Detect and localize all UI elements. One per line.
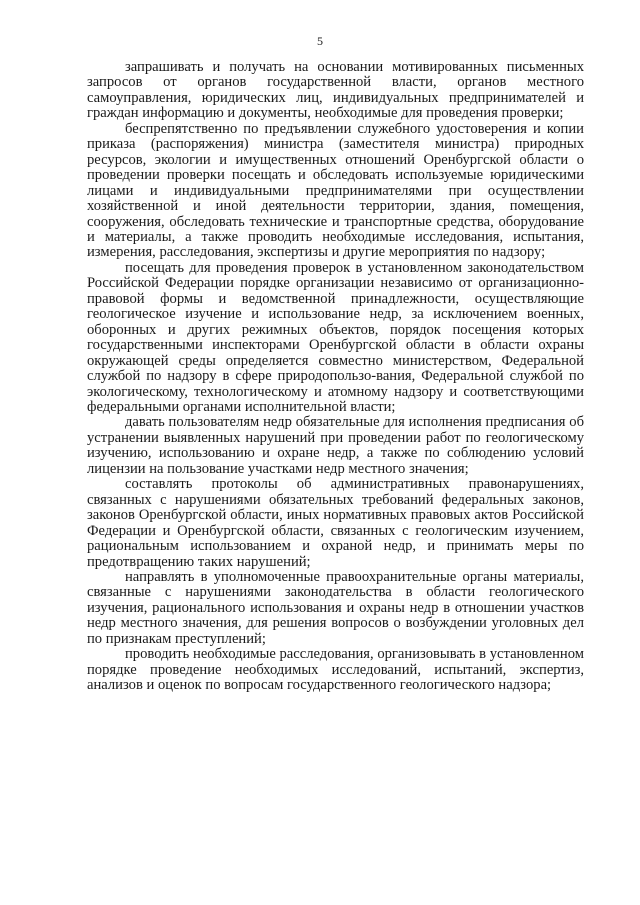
paragraph-inspect-premises: беспрепятственно по предъявлении служебного удостоверения и копии приказа (распоряжения) министра (заместителя министра) природных ресурсов, экологии и имущественных отношений Оренбургской области о проведении проверки посещать и обследовать используемые юридическими лицами и индивидуальными предпринимателями при осуществлении хозяйственной и иной деятельности территории, здания, помещения, сооружения, обследовать технические и транспортные средства, оборудование и материалы, а также проводить необходимые исследования, испытания, измерения, расследования, экспертизы и другие мероприятия по надзору; [87,120,584,261]
paragraph-visit-organizations: посещать для проведения проверок в установленном законодательством Российской Федерации порядке организации независимо от организационно-правовой формы и ведомственной принадлежности, осуществляющие геологическое изучение и использование недр, за исключением военных, оборонных и других режимных объектов, порядок посещения которых государственными инспекторами Оренбургской области в области охраны окружающей среды определяется совместно министерством, Федеральной службой по надзору в сфере природопользо-вания, Федеральной службой по экологическому, технологическому и атомному надзору и соответствующими федеральными органами исполнительной власти; [87,259,584,415]
paragraph-issue-orders: давать пользователям недр обязательные для исполнения предписания об устранении выявленных нарушений при проведении работ по геологическому изучению, использованию и охране недр, а также по соблюдению условий лицензии на пользование участками недр местного значения; [87,414,584,477]
paragraph-request-information: запрашивать и получать на основании мотивированных письменных запросов от органов государственной власти, органов местного самоуправления, юридических лиц, индивидуальных предпринимателей и граждан информацию и документы, необходимые для проведения проверки; [87,59,584,122]
paragraph-conduct-investigations: проводить необходимые расследования, организовывать в установленном порядке проведение необходимых исследований, испытаний, экспертиз, анализов и оценок по вопросам государственного геологического надзора; [87,646,584,694]
document-body [87,60,584,694]
paragraph-send-materials: направлять в уполномоченные правоохранительные органы материалы, связанные с нарушениями законодательства в области геологического изучения, рационального использования и охраны недр в отношении участков недр местного значения, для решения вопросов о возбуждении уголовных дел по признакам преступлений; [87,568,584,647]
page-number: 5 [317,34,323,48]
paragraph-draw-up-protocols: составлять протоколы об административных правонарушениях, связанных с нарушениями обязательных требований федеральных законов, законов Оренбургской области, иных нормативных правовых актов Российской Федерации и Оренбургской области, связанных с геологическим изучением, рациональным использованием и охраной недр, и принимать меры по предотвращению таких нарушений; [87,476,584,570]
